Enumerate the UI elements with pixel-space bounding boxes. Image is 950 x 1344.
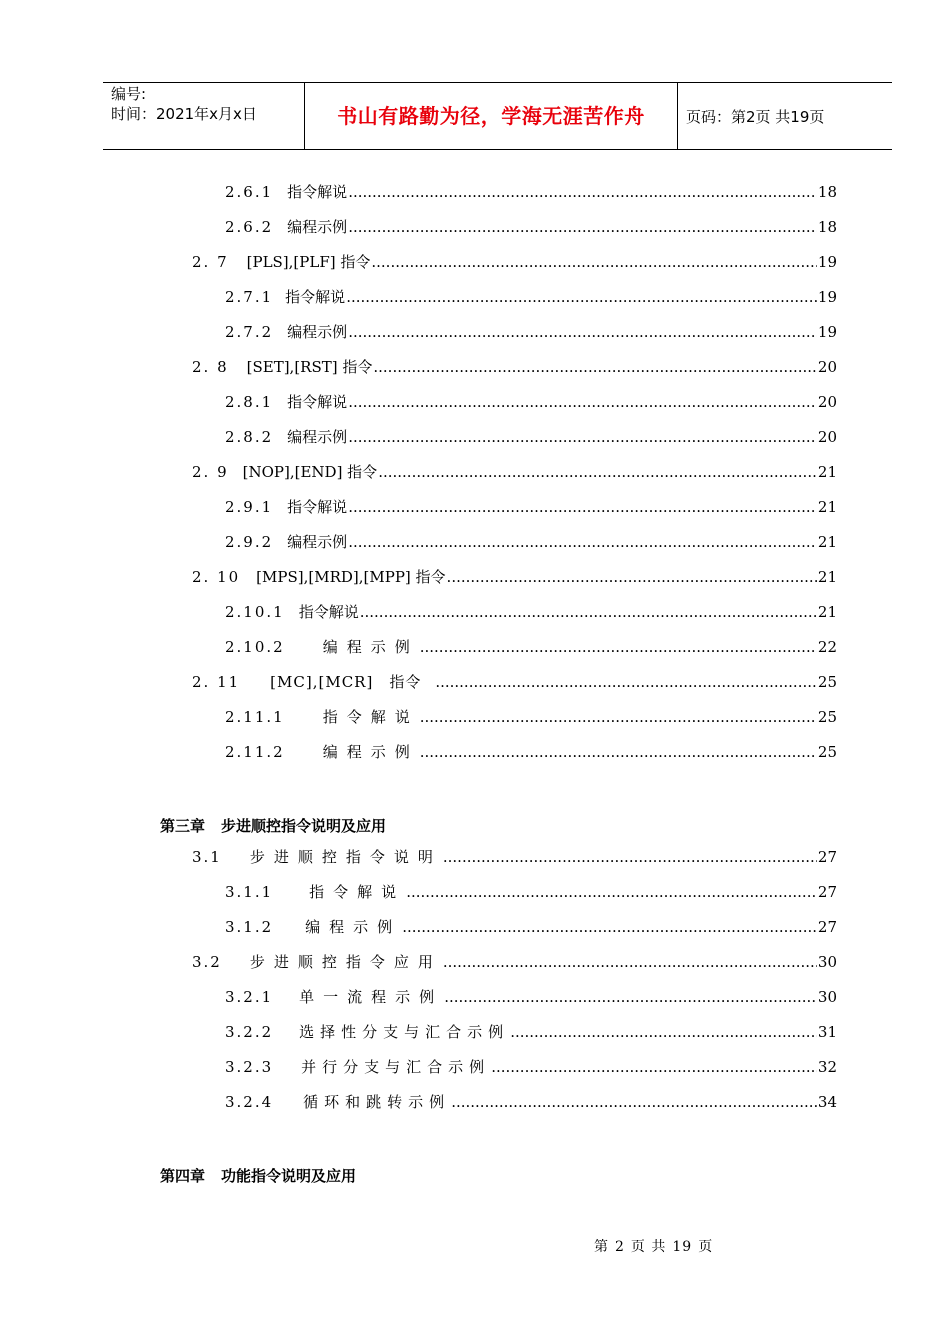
toc-entry-page: 22 <box>817 638 837 656</box>
toc-entry-page: 30 <box>817 988 837 1006</box>
toc-leader-dots <box>371 251 817 273</box>
toc-entry-page: 34 <box>817 1093 837 1111</box>
page-footer <box>594 1236 713 1256</box>
toc-entry-number: 2.9.1 <box>225 498 274 516</box>
toc-entry-number: 3.2.4 <box>225 1093 274 1111</box>
toc-entry-page: 18 <box>817 183 837 201</box>
header-page-number: 页码：第2页 共19页 <box>686 108 825 126</box>
toc-entry-title: 指令解说 <box>287 393 348 411</box>
toc-entry[interactable] <box>225 916 837 938</box>
toc-entry[interactable] <box>192 566 837 588</box>
toc-entry-title: 单一流程示例 <box>299 988 444 1006</box>
toc-entry-title: 编程示例 <box>287 323 348 341</box>
toc-entry[interactable] <box>225 321 837 343</box>
footer-total-pages: 19 <box>672 1239 693 1255</box>
toc-entry-title: 指令解说 <box>309 883 406 901</box>
toc-entry-number: 2.6.1 <box>225 183 274 201</box>
toc-leader-dots <box>406 881 817 903</box>
toc-entry-number: 2.11.1 <box>225 708 285 726</box>
document-date: 时间：2021年x月x日 <box>111 105 257 123</box>
toc-entry-title: 编程示例 <box>287 533 348 551</box>
toc-entry-title: 编程示例 <box>287 218 348 236</box>
toc-entry-page: 27 <box>817 918 837 936</box>
chapter-heading[interactable] <box>160 815 386 836</box>
toc-entry[interactable] <box>225 1056 837 1078</box>
toc-entry-page: 25 <box>817 708 837 726</box>
toc-entry[interactable] <box>225 706 837 728</box>
toc-entry-page: 19 <box>817 253 837 271</box>
toc-entry-number: 3.1.2 <box>225 918 274 936</box>
toc-entry-title: [MC],[MCR] 指令 <box>270 673 422 691</box>
footer-suffix: 页 <box>698 1239 714 1255</box>
toc-entry-number: 3.2.3 <box>225 1058 274 1076</box>
toc-entry-title: 步进顺控指令应用 <box>249 953 442 971</box>
toc-entry-number: 2. 11 <box>192 673 241 691</box>
toc-entry-number: 2.8.2 <box>225 428 274 446</box>
chapter-label: 第四章 <box>160 1167 206 1185</box>
header-motto: 书山有路勤为径，学海无涯苦作舟 <box>337 104 645 128</box>
toc-entry-page: 18 <box>817 218 837 236</box>
toc-entry-title: 指令解说 <box>285 288 346 306</box>
toc-leader-dots <box>378 461 817 483</box>
toc-entry-number: 3.1.1 <box>225 883 274 901</box>
toc-entry-page: 27 <box>817 883 837 901</box>
toc-entry-title: 编程示例 <box>322 638 419 656</box>
toc-entry[interactable] <box>192 461 837 483</box>
toc-entry-page: 21 <box>817 498 837 516</box>
toc-leader-dots <box>420 636 817 658</box>
toc-entry-number: 2.7.1 <box>225 288 274 306</box>
toc-entry-number: 2.10.1 <box>225 603 285 621</box>
toc-entry[interactable] <box>225 1091 837 1113</box>
toc-entry[interactable] <box>225 741 837 763</box>
toc-entry-page: 20 <box>817 393 837 411</box>
toc-entry[interactable] <box>225 1021 837 1043</box>
toc-entry-page: 25 <box>817 743 837 761</box>
toc-leader-dots <box>348 216 817 238</box>
toc-entry-number: 2. 9 <box>192 463 229 481</box>
chapter-title: 步进顺控指令说明及应用 <box>221 817 387 835</box>
toc-entry[interactable] <box>192 356 837 378</box>
toc-leader-dots <box>451 1091 817 1113</box>
footer-prefix: 第 <box>594 1239 609 1255</box>
toc-entry-title: 指令解说 <box>287 183 348 201</box>
toc-leader-dots <box>348 426 817 448</box>
toc-entry-number: 2. 10 <box>192 568 241 586</box>
footer-current-page: 2 <box>615 1239 625 1255</box>
toc-entry-title: [MPS],[MRD],[MPP] 指令 <box>256 568 446 586</box>
toc-entry-page: 25 <box>817 673 837 691</box>
toc-entry-title: 编程示例 <box>287 428 348 446</box>
toc-entry-number: 2. 8 <box>192 358 229 376</box>
toc-entry-title: 步进顺控指令说明 <box>249 848 442 866</box>
toc-entry[interactable] <box>225 636 837 658</box>
document-number-label: 编号: <box>111 85 147 103</box>
toc-entry[interactable] <box>192 671 837 693</box>
toc-entry[interactable] <box>225 496 837 518</box>
toc-entry-page: 19 <box>817 288 837 306</box>
toc-entry[interactable] <box>225 181 837 203</box>
toc-entry[interactable] <box>225 881 837 903</box>
toc-entry-title: 编程示例 <box>322 743 419 761</box>
toc-entry-page: 31 <box>817 1023 837 1041</box>
toc-leader-dots <box>348 496 817 518</box>
toc-leader-dots <box>348 531 817 553</box>
header-divider <box>677 82 678 149</box>
toc-entry-title: 并行分支与汇合示例 <box>301 1058 491 1076</box>
toc-leader-dots <box>348 181 817 203</box>
toc-entry-title: 指令解说 <box>287 498 348 516</box>
toc-entry-title: [SET],[RST] 指令 <box>246 358 373 376</box>
toc-leader-dots <box>491 1056 817 1078</box>
toc-entry[interactable] <box>225 531 837 553</box>
toc-entry-number: 2.7.2 <box>225 323 274 341</box>
toc-entry-page: 20 <box>817 358 837 376</box>
header-top-rule <box>103 82 892 83</box>
toc-leader-dots <box>510 1021 817 1043</box>
toc-entry-page: 21 <box>817 463 837 481</box>
toc-entry-number: 2. 7 <box>192 253 229 271</box>
toc-entry-title: 编程示例 <box>305 918 402 936</box>
toc-entry[interactable] <box>225 216 837 238</box>
toc-entry[interactable] <box>192 846 837 868</box>
toc-entry[interactable] <box>225 601 837 623</box>
toc-leader-dots <box>420 741 817 763</box>
toc-leader-dots <box>360 601 817 623</box>
toc-entry-number: 2.10.2 <box>225 638 285 656</box>
toc-leader-dots <box>435 671 817 693</box>
toc-entry[interactable] <box>192 951 837 973</box>
toc-entry-number: 3.1 <box>192 848 222 866</box>
toc-leader-dots <box>346 286 817 308</box>
toc-entry-title: 选择性分支与汇合示例 <box>299 1023 510 1041</box>
chapter-title: 功能指令说明及应用 <box>221 1167 357 1185</box>
toc-entry-page: 21 <box>817 568 837 586</box>
toc-leader-dots <box>443 846 817 868</box>
toc-entry[interactable] <box>225 986 837 1008</box>
toc-entry[interactable] <box>225 426 837 448</box>
toc-leader-dots <box>447 566 817 588</box>
toc-entry[interactable] <box>225 391 837 413</box>
toc-entry-number: 3.2.1 <box>225 988 274 1006</box>
toc-entry-title: 指令解说 <box>322 708 419 726</box>
chapter-heading[interactable] <box>160 1165 356 1186</box>
toc-leader-dots <box>420 706 817 728</box>
toc-leader-dots <box>348 321 817 343</box>
toc-entry[interactable] <box>192 251 837 273</box>
toc-entry-page: 21 <box>817 533 837 551</box>
toc-entry-page: 30 <box>817 953 837 971</box>
toc-leader-dots <box>444 986 817 1008</box>
toc-entry-page: 21 <box>817 603 837 621</box>
toc-entry-number: 2.11.2 <box>225 743 285 761</box>
toc-entry-number: 2.8.1 <box>225 393 274 411</box>
toc-entry-title: 指令解说 <box>298 603 359 621</box>
toc-entry-number: 2.6.2 <box>225 218 274 236</box>
footer-middle: 页 共 <box>630 1239 667 1255</box>
toc-entry-title: [PLS],[PLF] 指令 <box>246 253 371 271</box>
toc-entry-page: 20 <box>817 428 837 446</box>
toc-leader-dots <box>373 356 817 378</box>
toc-entry-title: [NOP],[END] 指令 <box>242 463 378 481</box>
chapter-label: 第三章 <box>160 817 206 835</box>
toc-entry[interactable] <box>225 286 837 308</box>
toc-entry-page: 27 <box>817 848 837 866</box>
toc-entry-number: 3.2 <box>192 953 222 971</box>
toc-entry-number: 2.9.2 <box>225 533 274 551</box>
toc-entry-page: 32 <box>817 1058 837 1076</box>
toc-entry-number: 3.2.2 <box>225 1023 274 1041</box>
toc-leader-dots <box>402 916 817 938</box>
toc-leader-dots <box>348 391 817 413</box>
toc-leader-dots <box>443 951 817 973</box>
toc-entry-title: 循环和跳转示例 <box>303 1093 451 1111</box>
header-meta <box>111 84 257 124</box>
header-bottom-rule <box>103 149 892 150</box>
toc-entry-page: 19 <box>817 323 837 341</box>
